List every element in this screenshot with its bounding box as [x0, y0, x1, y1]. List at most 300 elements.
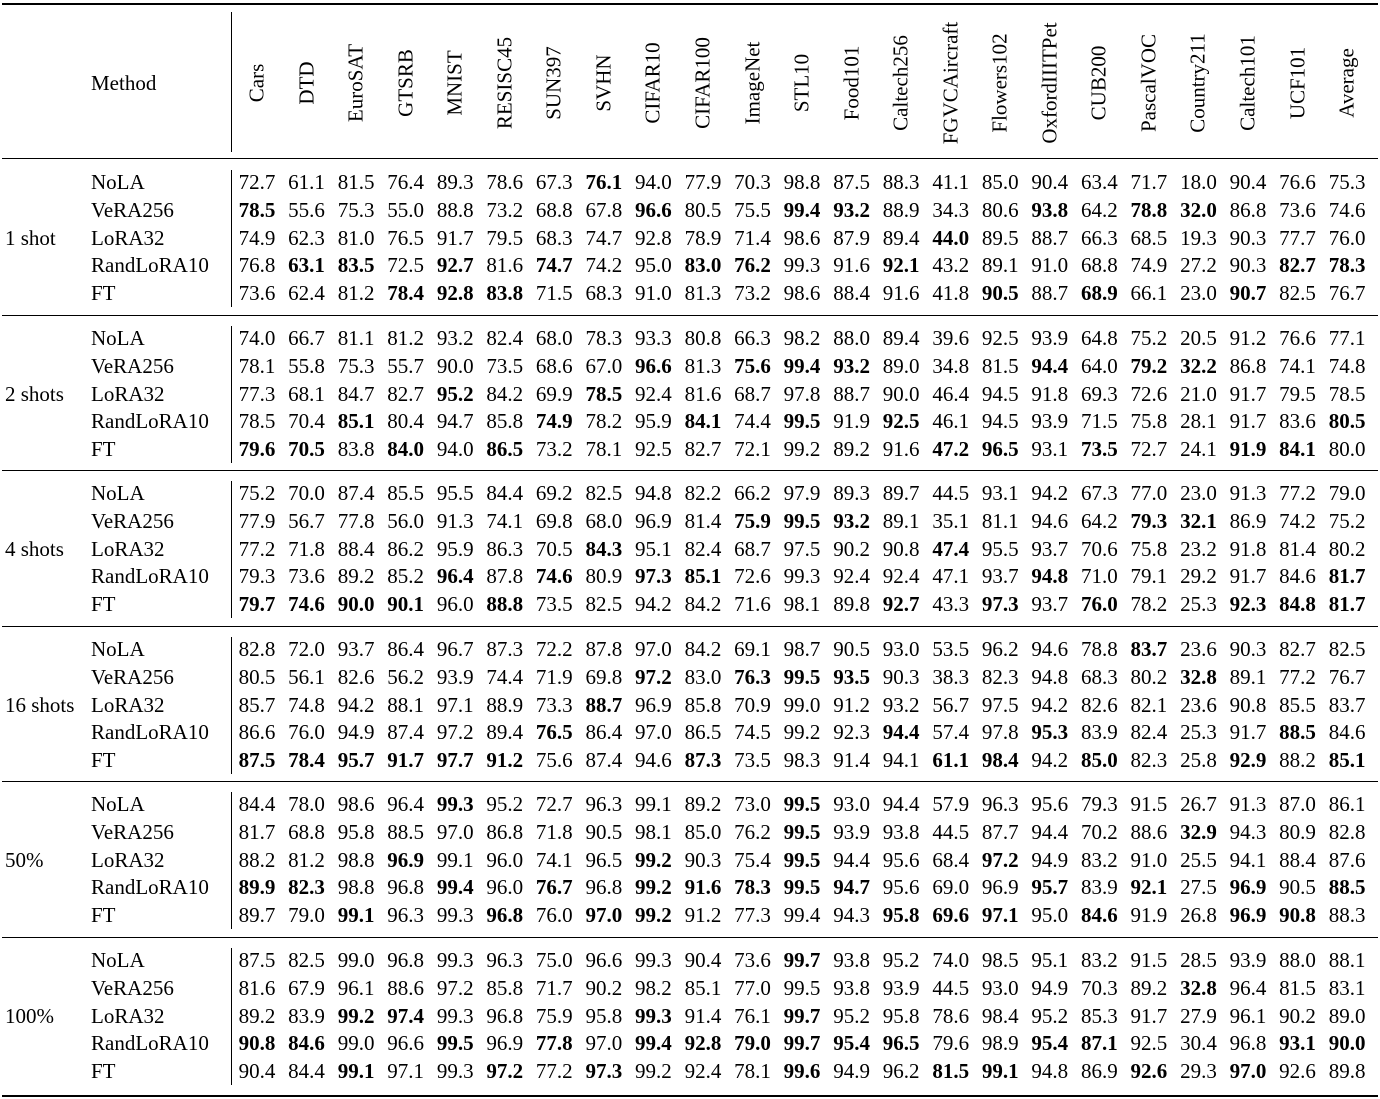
column-header: Average [1334, 48, 1359, 118]
table-cell: 88.9 [486, 692, 524, 717]
table-cell: 73.6 [288, 564, 325, 589]
table-cell: 91.7 [1229, 564, 1267, 589]
table-cell: 95.7 [337, 748, 375, 773]
table-cell: 77.1 [1328, 326, 1366, 350]
table-cell: 68.8 [288, 819, 325, 844]
method-label: NoLA [91, 792, 145, 816]
table-cell: 93.7 [1031, 536, 1069, 561]
table-cell: 96.9 [635, 692, 672, 717]
table-cell: 99.7 [783, 948, 821, 972]
table-cell: 94.8 [635, 481, 672, 505]
table-cell: 71.5 [535, 281, 573, 306]
table-cell: 71.9 [535, 664, 573, 689]
table-cell: 85.8 [684, 692, 722, 717]
group-label: 4 shots [5, 536, 64, 561]
table-cell: 74.8 [1328, 353, 1366, 378]
table-cell: 79.7 [238, 592, 276, 617]
table-cell: 77.3 [238, 381, 276, 406]
table-cell: 84.2 [684, 592, 722, 617]
table-cell: 97.5 [981, 692, 1019, 717]
table-cell: 90.8 [1279, 903, 1316, 928]
table-cell: 89.4 [486, 720, 524, 745]
table-cell: 92.4 [684, 1059, 722, 1084]
table-cell: 87.6 [1328, 847, 1366, 872]
table-cell: 76.0 [1328, 225, 1366, 250]
table-cell: 80.5 [684, 197, 722, 222]
table-cell: 84.6 [1080, 903, 1118, 928]
table-cell: 97.0 [585, 1031, 623, 1056]
table-cell: 88.0 [833, 326, 870, 350]
table-cell: 92.5 [635, 437, 672, 462]
table-cell: 88.3 [882, 170, 920, 194]
table-cell: 90.4 [1031, 170, 1069, 194]
table-cell: 86.4 [585, 720, 623, 745]
table-cell: 96.6 [585, 948, 623, 972]
table-cell: 84.4 [288, 1059, 325, 1084]
table-cell: 87.8 [585, 637, 623, 661]
table-cell: 98.1 [783, 592, 821, 617]
table-cell: 91.4 [833, 748, 870, 773]
table-cell: 97.3 [585, 1059, 623, 1084]
table-cell: 83.6 [1279, 409, 1316, 434]
table-cell: 82.2 [684, 481, 722, 505]
table-cell: 89.8 [1328, 1059, 1366, 1084]
table-cell: 80.2 [1130, 664, 1168, 689]
table-cell: 56.2 [387, 664, 425, 689]
table-cell: 96.5 [585, 847, 623, 872]
table-cell: 82.3 [288, 875, 325, 900]
table-cell: 76.0 [535, 903, 573, 928]
table-cell: 91.6 [684, 875, 722, 900]
table-cell: 93.0 [981, 975, 1019, 1000]
table-cell: 23.2 [1180, 536, 1217, 561]
table-cell: 99.6 [783, 1059, 821, 1084]
table-cell: 95.9 [635, 409, 672, 434]
table-cell: 85.1 [684, 975, 722, 1000]
table-cell: 97.2 [486, 1059, 524, 1084]
table-cell: 95.6 [882, 847, 920, 872]
table-cell: 81.3 [684, 353, 722, 378]
table-cell: 85.1 [337, 409, 375, 434]
table-cell: 92.1 [882, 253, 920, 278]
top-rule [2, 3, 1378, 5]
table-cell: 74.9 [535, 409, 573, 434]
method-label: LoRA32 [91, 1003, 165, 1028]
table-cell: 25.3 [1180, 592, 1217, 617]
table-cell: 93.3 [635, 326, 672, 350]
table-cell: 82.7 [1279, 253, 1316, 278]
table-cell: 99.1 [337, 903, 375, 928]
table-cell: 99.3 [436, 1003, 474, 1028]
table-cell: 88.4 [833, 281, 870, 306]
table-cell: 28.5 [1180, 948, 1217, 972]
table-cell: 89.1 [882, 508, 920, 533]
table-cell: 79.6 [932, 1031, 970, 1056]
table-cell: 92.8 [684, 1031, 722, 1056]
table-cell: 56.7 [932, 692, 970, 717]
table-cell: 94.4 [1031, 353, 1069, 378]
table-cell: 75.8 [1130, 409, 1168, 434]
group-label: 50% [5, 847, 44, 872]
method-label: LoRA32 [91, 692, 165, 717]
table-cell: 87.4 [387, 720, 425, 745]
table-cell: 20.5 [1180, 326, 1217, 350]
table-cell: 23.6 [1180, 692, 1217, 717]
table-cell: 99.0 [783, 692, 821, 717]
table-cell: 91.6 [882, 437, 920, 462]
table-cell: 99.4 [635, 1031, 672, 1056]
table-cell: 82.7 [1279, 637, 1316, 661]
table-cell: 94.9 [833, 1059, 870, 1084]
table-cell: 75.2 [1130, 326, 1168, 350]
table-cell: 99.1 [337, 1059, 375, 1084]
table-cell: 83.0 [684, 253, 722, 278]
table-cell: 91.7 [1229, 409, 1267, 434]
table-cell: 80.2 [1328, 536, 1366, 561]
table-cell: 47.2 [932, 437, 970, 462]
table-cell: 78.4 [387, 281, 425, 306]
table-cell: 83.7 [1130, 637, 1168, 661]
table-cell: 99.7 [783, 1003, 821, 1028]
table-cell: 70.3 [734, 170, 771, 194]
table-cell: 94.5 [981, 381, 1019, 406]
table-cell: 95.2 [833, 1003, 870, 1028]
table-cell: 74.1 [486, 508, 524, 533]
table-cell: 91.4 [684, 1003, 722, 1028]
table-cell: 87.0 [1279, 792, 1316, 816]
table-cell: 91.5 [1130, 792, 1168, 816]
table-cell: 26.7 [1180, 792, 1217, 816]
table-cell: 82.5 [585, 481, 623, 505]
table-cell: 73.0 [734, 792, 771, 816]
table-cell: 84.2 [486, 381, 524, 406]
table-cell: 94.2 [1031, 481, 1069, 505]
table-cell: 82.3 [1130, 748, 1168, 773]
table-cell: 93.0 [833, 792, 870, 816]
table-cell: 44.5 [932, 481, 970, 505]
table-cell: 55.8 [288, 353, 325, 378]
method-label: LoRA32 [91, 225, 165, 250]
method-label: RandLoRA10 [91, 1031, 209, 1056]
table-cell: 85.1 [1328, 748, 1366, 773]
table-cell: 74.6 [288, 592, 325, 617]
table-cell: 88.4 [337, 536, 375, 561]
table-cell: 95.7 [1031, 875, 1069, 900]
group-vertical-rule [231, 170, 232, 307]
table-cell: 26.8 [1180, 903, 1217, 928]
table-cell: 75.6 [734, 353, 771, 378]
table-cell: 98.7 [783, 637, 821, 661]
table-cell: 99.5 [783, 409, 821, 434]
table-cell: 90.0 [1328, 1031, 1366, 1056]
table-cell: 79.5 [1279, 381, 1316, 406]
table-cell: 80.4 [387, 409, 425, 434]
table-cell: 94.4 [882, 720, 920, 745]
table-cell: 90.8 [882, 536, 920, 561]
column-header: CIFAR100 [690, 37, 715, 129]
table-cell: 92.4 [882, 564, 920, 589]
table-cell: 86.4 [387, 637, 425, 661]
table-cell: 79.0 [288, 903, 325, 928]
table-cell: 76.6 [1279, 326, 1316, 350]
table-cell: 70.3 [1080, 975, 1118, 1000]
table-cell: 47.4 [932, 536, 970, 561]
table-cell: 83.9 [1080, 720, 1118, 745]
table-cell: 99.2 [783, 437, 821, 462]
table-cell: 95.2 [1031, 1003, 1069, 1028]
table-cell: 41.1 [932, 170, 970, 194]
table-cell: 99.3 [436, 1059, 474, 1084]
table-cell: 23.0 [1180, 281, 1217, 306]
method-label: RandLoRA10 [91, 253, 209, 278]
table-cell: 84.6 [1279, 564, 1316, 589]
table-cell: 32.9 [1180, 819, 1217, 844]
table-cell: 75.9 [535, 1003, 573, 1028]
table-cell: 69.1 [734, 637, 771, 661]
table-cell: 88.3 [1328, 903, 1366, 928]
column-header: DTD [294, 61, 319, 105]
table-cell: 93.9 [1031, 409, 1069, 434]
table-cell: 90.2 [585, 975, 623, 1000]
table-cell: 99.2 [635, 875, 672, 900]
table-cell: 85.7 [238, 692, 276, 717]
table-cell: 84.7 [337, 381, 375, 406]
table-cell: 94.4 [882, 792, 920, 816]
table-cell: 84.4 [238, 792, 276, 816]
table-cell: 96.8 [585, 875, 623, 900]
table-cell: 97.0 [635, 720, 672, 745]
table-cell: 89.7 [238, 903, 276, 928]
table-cell: 96.4 [436, 564, 474, 589]
table-cell: 97.0 [436, 819, 474, 844]
table-cell: 99.7 [783, 1031, 821, 1056]
table-cell: 70.6 [1080, 536, 1118, 561]
table-cell: 79.3 [1130, 508, 1168, 533]
table-cell: 89.3 [833, 481, 870, 505]
method-label: FT [91, 1059, 116, 1084]
table-cell: 94.2 [635, 592, 672, 617]
table-cell: 98.8 [783, 170, 821, 194]
table-cell: 82.8 [1328, 819, 1366, 844]
table-cell: 73.6 [238, 281, 276, 306]
table-cell: 80.0 [1328, 437, 1366, 462]
column-header: RESISC45 [492, 36, 517, 130]
table-cell: 73.5 [535, 592, 573, 617]
table-cell: 91.3 [1229, 481, 1267, 505]
table-cell: 71.6 [734, 592, 771, 617]
table-cell: 90.3 [1229, 225, 1267, 250]
table-cell: 95.8 [882, 1003, 920, 1028]
table-cell: 57.4 [932, 720, 970, 745]
table-cell: 97.4 [387, 1003, 425, 1028]
table-cell: 99.5 [783, 819, 821, 844]
table-cell: 89.8 [833, 592, 870, 617]
table-cell: 85.0 [1080, 748, 1118, 773]
table-cell: 57.9 [932, 792, 970, 816]
table-cell: 76.2 [734, 253, 771, 278]
column-header: EuroSAT [343, 43, 368, 123]
table-cell: 83.0 [684, 664, 722, 689]
table-cell: 82.7 [387, 381, 425, 406]
table-cell: 62.3 [288, 225, 325, 250]
table-cell: 90.4 [1229, 170, 1267, 194]
table-cell: 80.5 [1328, 409, 1366, 434]
table-cell: 93.1 [1031, 437, 1069, 462]
table-cell: 94.6 [635, 748, 672, 773]
table-cell: 44.5 [932, 819, 970, 844]
method-label: NoLA [91, 948, 145, 972]
table-cell: 23.6 [1180, 637, 1217, 661]
table-cell: 72.7 [1130, 437, 1168, 462]
table-cell: 91.2 [1229, 326, 1267, 350]
table-cell: 62.4 [288, 281, 325, 306]
method-label: RandLoRA10 [91, 409, 209, 434]
table-cell: 68.1 [288, 381, 325, 406]
table-cell: 69.9 [535, 381, 573, 406]
table-cell: 88.7 [585, 692, 623, 717]
table-cell: 27.2 [1180, 253, 1217, 278]
table-cell: 99.2 [783, 720, 821, 745]
table-cell: 66.3 [734, 326, 771, 350]
method-label: FT [91, 748, 116, 773]
table-cell: 32.8 [1180, 664, 1217, 689]
table-cell: 72.7 [535, 792, 573, 816]
table-cell: 78.3 [1328, 253, 1366, 278]
column-header: Country211 [1185, 33, 1210, 133]
table-cell: 90.4 [238, 1059, 276, 1084]
table-cell: 88.7 [1031, 281, 1069, 306]
table-cell: 81.7 [1328, 564, 1366, 589]
table-cell: 93.2 [833, 197, 870, 222]
table-cell: 69.8 [585, 664, 623, 689]
table-cell: 79.5 [486, 225, 524, 250]
table-cell: 64.2 [1080, 508, 1118, 533]
table-cell: 99.1 [981, 1059, 1019, 1084]
table-cell: 86.8 [1229, 353, 1267, 378]
table-cell: 99.1 [436, 847, 474, 872]
group-rule [2, 315, 1378, 316]
table-cell: 76.1 [585, 170, 623, 194]
table-cell: 81.4 [1279, 536, 1316, 561]
table-cell: 85.8 [486, 975, 524, 1000]
table-cell: 94.9 [1031, 847, 1069, 872]
table-cell: 88.1 [387, 692, 425, 717]
table-cell: 93.5 [833, 664, 870, 689]
table-cell: 99.5 [783, 875, 821, 900]
table-cell: 99.3 [436, 792, 474, 816]
table-cell: 96.3 [981, 792, 1019, 816]
table-cell: 66.7 [288, 326, 325, 350]
table-cell: 91.2 [684, 903, 722, 928]
method-label: LoRA32 [91, 847, 165, 872]
table-cell: 91.7 [436, 225, 474, 250]
table-cell: 93.2 [882, 692, 920, 717]
table-cell: 89.2 [337, 564, 375, 589]
table-cell: 88.8 [486, 592, 524, 617]
table-cell: 90.0 [882, 381, 920, 406]
table-cell: 76.2 [734, 819, 771, 844]
table-cell: 29.3 [1180, 1059, 1217, 1084]
table-cell: 94.8 [1031, 664, 1069, 689]
table-cell: 38.3 [932, 664, 970, 689]
column-header: STL10 [789, 53, 814, 113]
table-cell: 94.8 [1031, 564, 1069, 589]
table-cell: 84.0 [387, 437, 425, 462]
column-header: Flowers102 [987, 33, 1012, 133]
table-cell: 71.0 [1080, 564, 1118, 589]
table-cell: 99.4 [783, 197, 821, 222]
table-cell: 84.2 [684, 637, 722, 661]
table-cell: 75.2 [238, 481, 276, 505]
table-cell: 96.2 [882, 1059, 920, 1084]
table-cell: 76.0 [1080, 592, 1118, 617]
table-cell: 94.2 [1031, 748, 1069, 773]
table-cell: 96.6 [387, 1031, 425, 1056]
table-cell: 72.2 [535, 637, 573, 661]
table-cell: 90.0 [436, 353, 474, 378]
table-cell: 23.0 [1180, 481, 1217, 505]
table-cell: 73.2 [734, 281, 771, 306]
table-cell: 91.9 [1229, 437, 1267, 462]
table-cell: 90.3 [1229, 637, 1267, 661]
table-cell: 85.5 [387, 481, 425, 505]
table-cell: 92.7 [882, 592, 920, 617]
table-cell: 94.0 [635, 170, 672, 194]
table-cell: 99.2 [635, 903, 672, 928]
table-cell: 88.5 [387, 819, 425, 844]
table-cell: 92.7 [436, 253, 474, 278]
table-cell: 77.3 [734, 903, 771, 928]
table-cell: 75.3 [1328, 170, 1366, 194]
table-cell: 93.7 [1031, 592, 1069, 617]
table-cell: 83.9 [288, 1003, 325, 1028]
table-cell: 92.6 [1130, 1059, 1168, 1084]
table-cell: 93.9 [882, 975, 920, 1000]
table-cell: 78.6 [932, 1003, 970, 1028]
table-cell: 75.3 [337, 197, 375, 222]
table-cell: 95.4 [1031, 1031, 1069, 1056]
table-cell: 97.2 [436, 720, 474, 745]
table-cell: 75.6 [535, 748, 573, 773]
table-cell: 53.5 [932, 637, 970, 661]
group-vertical-rule [231, 637, 232, 774]
table-cell: 68.8 [535, 197, 573, 222]
table-cell: 55.6 [288, 197, 325, 222]
table-cell: 91.0 [635, 281, 672, 306]
table-cell: 82.3 [981, 664, 1019, 689]
method-label: VeRA256 [91, 664, 174, 689]
table-cell: 98.4 [981, 1003, 1019, 1028]
table-cell: 77.8 [337, 508, 375, 533]
table-cell: 61.1 [932, 748, 970, 773]
table-cell: 79.2 [1130, 353, 1168, 378]
table-cell: 90.3 [1229, 253, 1267, 278]
table-cell: 91.8 [1031, 381, 1069, 406]
table-cell: 92.6 [1279, 1059, 1316, 1084]
method-label: LoRA32 [91, 536, 165, 561]
table-cell: 99.3 [436, 903, 474, 928]
table-cell: 68.6 [535, 353, 573, 378]
table-cell: 91.7 [1130, 1003, 1168, 1028]
table-cell: 99.3 [635, 1003, 672, 1028]
table-cell: 74.5 [734, 720, 771, 745]
table-cell: 72.5 [387, 253, 425, 278]
table-cell: 71.8 [288, 536, 325, 561]
table-cell: 76.7 [1328, 664, 1366, 689]
column-header: SVHN [591, 54, 616, 112]
table-cell: 73.2 [486, 197, 524, 222]
table-cell: 69.6 [932, 903, 970, 928]
